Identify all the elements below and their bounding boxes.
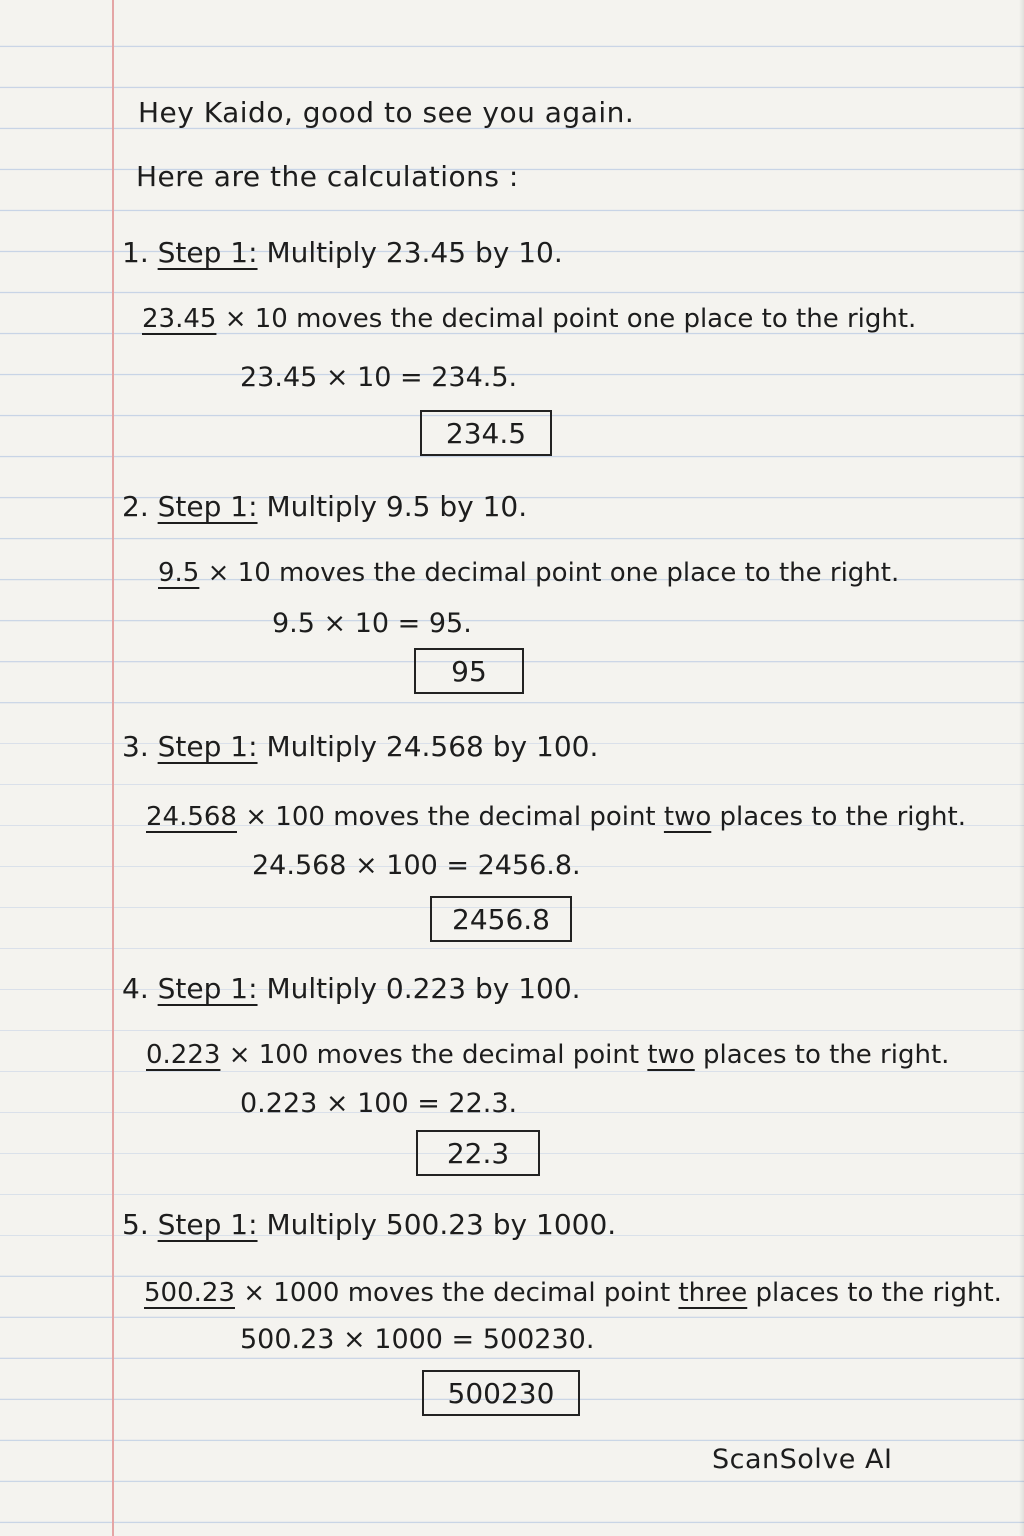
operand: 9.5 [158,558,200,588]
step-number: 5. [122,1208,149,1241]
step-number: 2. [122,490,149,523]
step-5-answer-box: 500230 [422,1370,580,1416]
step-instruction: Multiply 9.5 by 10. [266,490,528,523]
operand: 24.568 [146,802,237,832]
step-2-answer-box: 95 [414,648,524,694]
explanation-end: places to the right. [719,802,966,832]
step-number: 4. [122,972,149,1005]
explanation-text: × 10 moves the decimal point one place to the right. [224,304,917,334]
step-instruction: Multiply 24.568 by 100. [266,730,599,763]
explanation-text: × 100 moves the decimal point [228,1040,640,1070]
operand: 0.223 [146,1040,221,1070]
emphasis-word: two [663,802,712,832]
signature: ScanSolve AI [712,1444,893,1475]
explanation-end: places to the right. [755,1278,1002,1308]
step-label: Step 1: [157,972,258,1005]
step-label: Step 1: [157,1208,258,1241]
step-1-heading [122,236,563,269]
step-3-answer-box: 2456.8 [430,896,572,942]
step-1-answer-box: 234.5 [420,410,552,456]
step-instruction: Multiply 500.23 by 1000. [266,1208,617,1241]
step-4-heading [122,972,581,1005]
explanation-text: × 10 moves the decimal point one place to the right. [207,558,900,588]
emphasis-word: two [647,1040,695,1070]
step-1-explanation [142,304,916,334]
step-5-equation: 500.23 × 1000 = 500230. [240,1324,595,1355]
operand: 500.23 [144,1278,235,1308]
step-2-heading [122,490,527,523]
step-label: Step 1: [157,490,258,523]
margin-line [112,0,114,1536]
step-2-equation: 9.5 × 10 = 95. [272,608,472,639]
step-1-equation: 23.45 × 10 = 234.5. [240,362,518,393]
step-number: 3. [122,730,149,763]
step-5-explanation [144,1278,1002,1308]
greeting: Hey Kaido, good to see you again. [138,96,635,129]
explanation-text: × 100 moves the decimal point [245,802,656,832]
step-instruction: Multiply 23.45 by 10. [266,236,563,269]
intro: Here are the calculations : [136,160,519,193]
step-2-explanation [158,558,899,588]
explanation-text: × 1000 moves the decimal point [243,1278,671,1308]
step-label: Step 1: [157,730,258,763]
step-3-heading [122,730,598,763]
step-3-explanation [146,802,966,832]
step-number: 1. [122,236,149,269]
step-4-explanation [146,1040,949,1070]
emphasis-word: three [678,1278,748,1308]
step-3-equation: 24.568 × 100 = 2456.8. [252,850,581,881]
operand: 23.45 [142,304,217,334]
step-4-equation: 0.223 × 100 = 22.3. [240,1088,518,1119]
step-label: Step 1: [157,236,258,269]
step-4-answer-box: 22.3 [416,1130,540,1176]
explanation-end: places to the right. [703,1040,950,1070]
step-instruction: Multiply 0.223 by 100. [266,972,581,1005]
step-5-heading [122,1208,616,1241]
